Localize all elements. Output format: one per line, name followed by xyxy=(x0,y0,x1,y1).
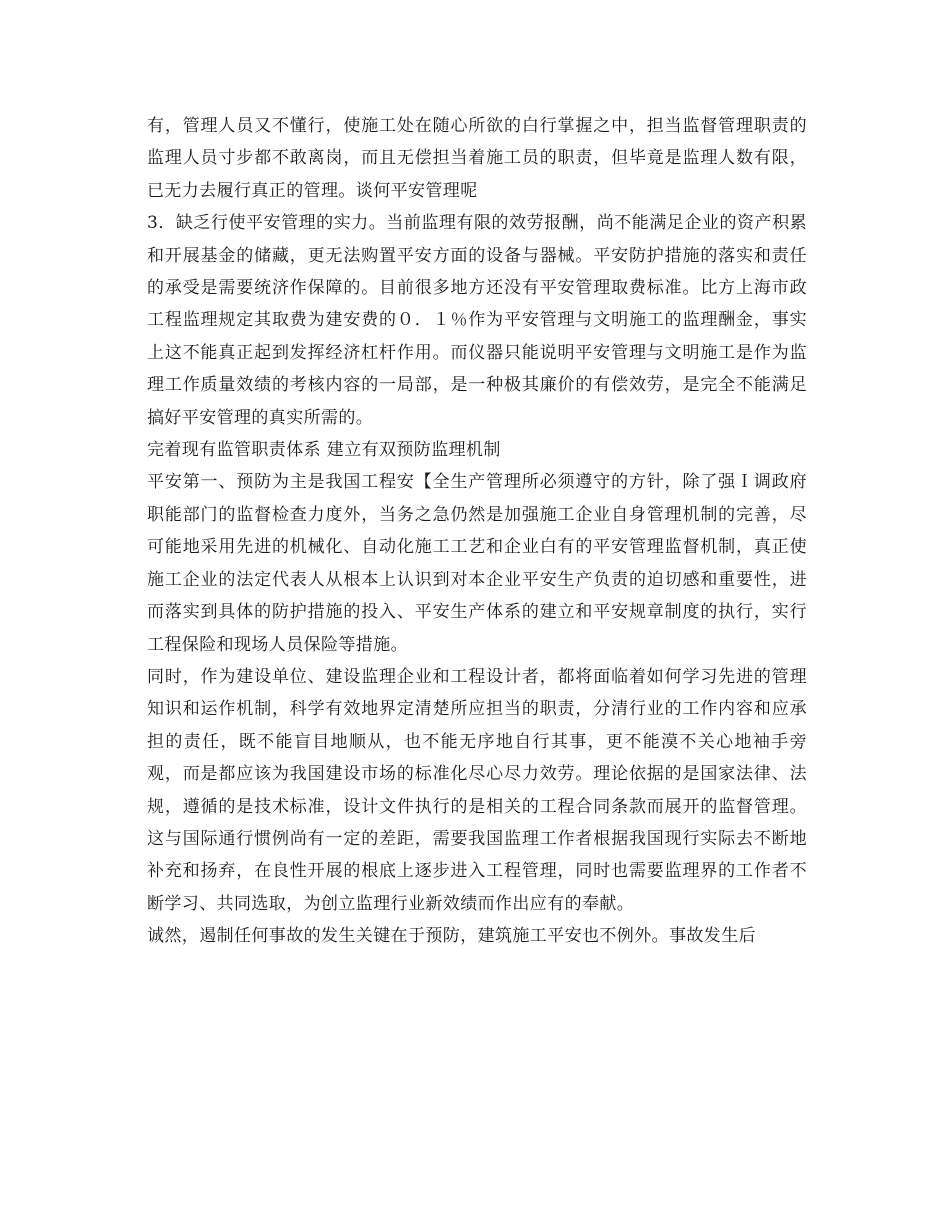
paragraph-prevention: 诚然，遏制任何事故的发生关键在于预防，建筑施工平安也不例外。事故发生后 xyxy=(147,926,756,947)
paragraph-safety-first: 平安第一、预防为主是我国工程安【全生产管理所必须遵守的方针，除了强Ｉ调政府职能部门的监督检查力度外，当务之急仍然是加强施工企业自身管理机制的完善，尽可能地采用先进的机械化、自动化施工工艺和企业白有的平安管理监督机制，真正使施工企业的法定代表人从根本上认识到对本企业平安生产负责的迫切感和重要性，进而落实到具体的防护措施的投入、平安生产体系的建立和平安规章制度的执行，实行工程保险和现场人员保险等措施。 xyxy=(147,472,807,655)
paragraph-continuation: 有，管理人员又不懂行，使施工处在随心所欲的白行掌握之中，担当监督管理职责的监理人员寸步都不敢离岗，而且无偿担当着施工员的职责，但毕竟是监理人数有限，已无力去履行真正的管理。谈何平安管理呢 xyxy=(147,116,807,201)
section-heading: 完着现有监管职责体系 建立有双预防监理机制 xyxy=(147,440,501,461)
document-body xyxy=(147,110,807,953)
paragraph-item-3: 3．缺乏行使平安管理的实力。当前监理有限的效劳报酬，尚不能满足企业的资产积累和开展基金的储藏，更无法购置平安方面的设备与器械。平安防护措施的落实和责任的承受是需要统济作保障的。目前很多地方还没有平安管理取费标准。比方上海市政工程监理规定其取费为建安费的０．１％作为平安管理与文明施工的监理酬金，事实上这不能真正起到发挥经济杠杆作用。而仪器只能说明平安管理与文明施工是作为监理工作质量效绩的考核内容的一局部，是一种极其廉价的有偿效劳，是完全不能满足搞好平安管理的真实所需的。 xyxy=(147,213,807,428)
paragraph-meanwhile: 同时，作为建设单位、建设监理企业和工程设计者，都将面临着如何学习先进的管理知识和运作机制，科学有效地界定清楚所应担当的职责，分清行业的工作内容和应承担的责任，既不能盲目地顺从，也不能无序地自行其事，更不能漠不关心地袖手旁观，而是都应该为我国建设市场的标准化尽心尽力效劳。理论依据的是国家法律、法规，遵循的是技术标准，设计文件执行的是相关的工程合同条款而展开的监督管理。这与国际通行惯例尚有一定的差距，需要我国监理工作者根据我国现行实际去不断地补充和扬弃，在良性开展的根底上逐步进入工程管理，同时也需要监理界的工作者不断学习、共同选取，为创立监理行业新效绩而作出应有的奉献。 xyxy=(147,666,807,914)
